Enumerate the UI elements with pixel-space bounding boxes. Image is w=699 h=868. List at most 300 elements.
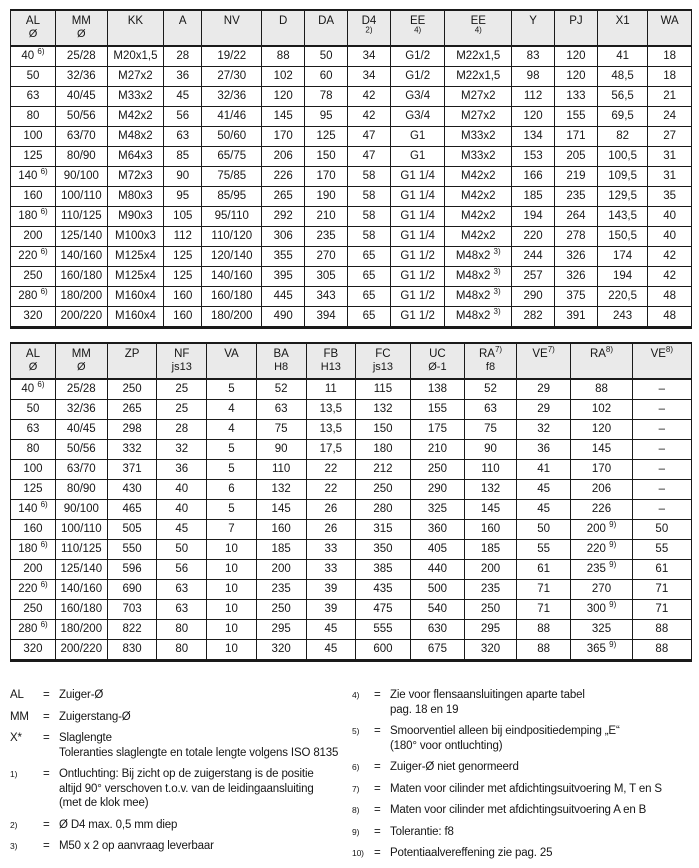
column-header-label: D (279, 15, 288, 27)
table-cell: 320 (11, 307, 56, 328)
footnote-ref: 8) (665, 345, 674, 355)
table-cell: M125x4 (107, 267, 164, 287)
column-header-label: FC (375, 348, 391, 360)
table-cell: 140 $^{6)}$ (11, 500, 56, 520)
table-cell: 50 (632, 520, 691, 540)
equals-sign: = (374, 761, 381, 773)
column-header (107, 343, 157, 379)
table-cell: 365 $^{9)}$ (571, 640, 632, 661)
table-cell: 22 (306, 480, 356, 500)
table-cell: 80 (11, 107, 56, 127)
table-cell: 110/125 (55, 207, 107, 227)
table-cell: 40 (157, 500, 207, 520)
table-cell: 10 (207, 600, 257, 620)
table-cell: 132 (356, 400, 410, 420)
table-cell: 160 (11, 187, 56, 207)
table-cell: 200 $^{9)}$ (571, 520, 632, 540)
table-cell: M42x2 (445, 207, 512, 227)
table-cell: 166 (512, 167, 555, 187)
table-cell: 61 (632, 560, 691, 580)
footnote-ref: 6) (40, 540, 48, 550)
table-cell: 31 (648, 167, 692, 187)
footnote-item (10, 688, 352, 703)
footnote-ref: 3) (493, 307, 501, 317)
table-cell: 83 (512, 46, 555, 67)
table-cell: 125 (164, 247, 202, 267)
table-cell: 125 (11, 147, 56, 167)
table-cell: 125 (164, 267, 202, 287)
table-cell: 270 (305, 247, 348, 267)
column-header (164, 10, 202, 46)
footnote-ref: 6) (40, 207, 48, 217)
equals-sign: = (374, 725, 381, 737)
column-header-sublabel: Ø (77, 28, 86, 40)
equals-sign: = (43, 768, 50, 780)
table-cell: 505 (107, 520, 157, 540)
table-row (11, 400, 692, 420)
table-cell: 63 (11, 420, 56, 440)
table-cell: 445 (262, 287, 305, 307)
table-row (11, 620, 692, 640)
table-cell: 10 (207, 640, 257, 661)
table-cell: 32 (516, 420, 570, 440)
footnote-item (352, 782, 692, 797)
table-cell: 170 (262, 127, 305, 147)
table-cell: 105 (164, 207, 202, 227)
table-cell: 50 (305, 46, 348, 67)
footnote-item (352, 825, 692, 840)
column-header (11, 343, 56, 379)
table-row (11, 187, 692, 207)
cylinder-dimensions-table-1 (10, 9, 692, 329)
table-cell: 125 (11, 480, 56, 500)
column-header (11, 10, 56, 46)
table-cell: 13,5 (306, 420, 356, 440)
table-cell: 250 (465, 600, 517, 620)
table-cell: 200 (11, 560, 56, 580)
table-cell: 24 (648, 107, 692, 127)
footnote-marker: 4) (352, 690, 360, 700)
table-cell: 315 (356, 520, 410, 540)
table-cell: 630 (410, 620, 464, 640)
table-cell: G1 1/4 (390, 207, 444, 227)
footnote-ref: 4) (414, 25, 422, 35)
table-cell: – (632, 440, 691, 460)
table-cell: 45 (306, 620, 356, 640)
table-cell: 220 (512, 227, 555, 247)
table-cell: 305 (305, 267, 348, 287)
table-cell: 71 (632, 600, 691, 620)
table-cell: 31 (648, 147, 692, 167)
table-cell: 13,5 (306, 400, 356, 420)
table-cell: 65/75 (202, 147, 262, 167)
footnote-text: Potentiaalvereffening zie pag. 25 (390, 847, 553, 859)
table-cell: 596 (107, 560, 157, 580)
footnote-text: Smoorventiel alleen bij eindpositiedemping „E“ (180° voor ontluchting) (390, 725, 620, 752)
table-cell: 355 (262, 247, 305, 267)
table-cell: 226 (262, 167, 305, 187)
table-cell: – (632, 400, 691, 420)
table-cell: 326 (555, 267, 598, 287)
column-header-label: KK (127, 15, 144, 27)
table-cell: 42 (648, 247, 692, 267)
footnote-item (352, 846, 692, 861)
equals-sign: = (374, 847, 381, 859)
table-cell: 320 (465, 640, 517, 661)
table-cell: 26 (306, 520, 356, 540)
column-header (571, 343, 632, 379)
footnote-item (352, 760, 692, 775)
table-cell: 200/220 (55, 307, 107, 328)
table-cell: 350 (356, 540, 410, 560)
table-row (11, 500, 692, 520)
table-cell: 32/36 (55, 400, 107, 420)
footnote-ref: 6) (37, 380, 45, 390)
table-row (11, 307, 692, 328)
table-cell: 280 $^{6)}$ (11, 287, 56, 307)
column-header-label: ZP (124, 348, 140, 360)
table-cell: 50 (157, 540, 207, 560)
table-cell: 50/56 (55, 440, 107, 460)
table-cell: 306 (262, 227, 305, 247)
table-row (11, 87, 692, 107)
table-cell: 40 (648, 227, 692, 247)
table-cell: 185 (512, 187, 555, 207)
table-cell: 250 (410, 460, 464, 480)
footnote-text: Zuigerstang-Ø (59, 710, 131, 723)
table-cell: 34 (348, 67, 391, 87)
table-cell: 26 (306, 500, 356, 520)
table-row (11, 379, 692, 400)
equals-sign: = (374, 689, 381, 701)
table-cell: 102 (571, 400, 632, 420)
table-cell: 200 (256, 560, 306, 580)
table-cell: 270 (571, 580, 632, 600)
table-cell: – (632, 420, 691, 440)
footnote-item (10, 839, 352, 854)
table-cell: 298 (107, 420, 157, 440)
table-cell: 47 (348, 127, 391, 147)
table-cell: 100 (11, 127, 56, 147)
column-header-sublabel: H8 (274, 361, 289, 373)
table-cell: 235 (555, 187, 598, 207)
column-header-label: NF (174, 348, 190, 360)
table-cell: 52 (256, 379, 306, 400)
table-cell: 50 (11, 67, 56, 87)
footnotes-column-left (10, 688, 352, 868)
table-cell: 125/140 (55, 227, 107, 247)
table-cell: 50 (516, 520, 570, 540)
table-cell: 690 (107, 580, 157, 600)
table-cell: 40 (157, 480, 207, 500)
table-cell: 395 (262, 267, 305, 287)
table-cell: 100,5 (597, 147, 647, 167)
column-header-label: RA$^{7)}$ (478, 345, 503, 360)
table-row (11, 440, 692, 460)
table-cell: 80 (157, 640, 207, 661)
table-cell: 132 (465, 480, 517, 500)
table-row (11, 227, 692, 247)
table-cell: G1 (390, 147, 444, 167)
table-cell: 219 (555, 167, 598, 187)
table-cell: 69,5 (597, 107, 647, 127)
table-row (11, 287, 692, 307)
table-cell: 5 (207, 440, 257, 460)
column-header (55, 343, 107, 379)
table-cell: G1 1/4 (390, 167, 444, 187)
table-cell: M100x3 (107, 227, 164, 247)
table-cell: 822 (107, 620, 157, 640)
table-cell: 343 (305, 287, 348, 307)
table-cell: 25/28 (55, 46, 107, 67)
column-header-sublabel (349, 25, 389, 40)
table-cell: 280 (356, 500, 410, 520)
table-cell: 212 (356, 460, 410, 480)
table-cell: 278 (555, 227, 598, 247)
table-cell: 10 (207, 540, 257, 560)
column-header-label: VA (224, 348, 239, 360)
table-cell: 332 (107, 440, 157, 460)
table-cell: 326 (555, 247, 598, 267)
column-header (356, 343, 410, 379)
header-row (11, 10, 692, 46)
table-row (11, 580, 692, 600)
table-cell: 80 (11, 440, 56, 460)
footnote-item (10, 767, 352, 811)
table-cell: 10 (207, 620, 257, 640)
table-cell: 85 (164, 147, 202, 167)
table-cell: 180 (356, 440, 410, 460)
table-cell: 435 (356, 580, 410, 600)
table-cell: 320 (256, 640, 306, 661)
column-header (390, 10, 444, 46)
table-cell: 160/180 (55, 600, 107, 620)
column-header-sublabel: H13 (320, 361, 341, 373)
table-cell: 300 $^{9)}$ (571, 600, 632, 620)
table-cell: 56 (157, 560, 207, 580)
table-cell: 39 (306, 600, 356, 620)
table-cell: 28 (164, 46, 202, 67)
column-header-sublabel (446, 25, 510, 40)
table-cell: 153 (512, 147, 555, 167)
table-cell: 95 (305, 107, 348, 127)
table-cell: 160/180 (55, 267, 107, 287)
table-cell: 371 (107, 460, 157, 480)
table-cell: 115 (356, 379, 410, 400)
table-cell: 170 (305, 167, 348, 187)
table-cell: 220 $^{6)}$ (11, 247, 56, 267)
column-header (632, 343, 691, 379)
table-cell: 155 (410, 400, 464, 420)
table-row (11, 460, 692, 480)
table-cell: 80 (157, 620, 207, 640)
table-cell: 206 (571, 480, 632, 500)
table-cell: M48x2 (107, 127, 164, 147)
footnote-ref: 9) (609, 540, 617, 550)
column-header (207, 343, 257, 379)
table-cell: 405 (410, 540, 464, 560)
footnote-marker: AL (10, 689, 24, 701)
table-cell: 41 (597, 46, 647, 67)
table-cell: 41 (516, 460, 570, 480)
table-cell: 145 (465, 500, 517, 520)
footnote-ref: 9) (609, 640, 617, 650)
footnote-item (352, 803, 692, 818)
column-header-sublabel: js13 (171, 361, 192, 373)
table-cell: 48,5 (597, 67, 647, 87)
column-header (262, 10, 305, 46)
table-cell: 110 (256, 460, 306, 480)
table-cell: 100/110 (55, 187, 107, 207)
table-cell: 235 (465, 580, 517, 600)
table-cell: 174 (597, 247, 647, 267)
table-cell: 71 (516, 580, 570, 600)
table-cell: 63 (256, 400, 306, 420)
column-header-label: PJ (569, 15, 583, 27)
table-cell: 18 (648, 46, 692, 67)
table-cell: 440 (410, 560, 464, 580)
table-cell: 36 (164, 67, 202, 87)
table-cell: 102 (262, 67, 305, 87)
footnotes-section (10, 688, 692, 868)
table-cell: 40/45 (55, 420, 107, 440)
table-cell: 5 (207, 460, 257, 480)
footnote-ref: 3) (493, 287, 501, 297)
column-header-label: MM (71, 348, 91, 360)
footnote-marker: 1) (10, 769, 18, 779)
table-cell: 375 (555, 287, 598, 307)
table-cell: 360 (410, 520, 464, 540)
table-cell: M27x2 (445, 87, 512, 107)
column-header (107, 10, 164, 46)
table-cell: 243 (597, 307, 647, 328)
table-cell: 180/200 (55, 620, 107, 640)
table-cell: 41/46 (202, 107, 262, 127)
table-cell: G3/4 (390, 107, 444, 127)
table-cell: 36 (157, 460, 207, 480)
column-header-sublabel: Ø (28, 361, 38, 373)
table-cell: 100 (11, 460, 56, 480)
table-cell: 42 (348, 87, 391, 107)
table-cell: 90 (256, 440, 306, 460)
footnote-marker: 3) (10, 841, 18, 851)
column-header-label: VE$^{7)}$ (532, 345, 555, 360)
table-cell: 32 (157, 440, 207, 460)
equals-sign: = (374, 804, 381, 816)
table-cell: 205 (555, 147, 598, 167)
column-header-label: DA (318, 15, 335, 27)
table-cell: G3/4 (390, 87, 444, 107)
table-cell: 88 (632, 620, 691, 640)
table-cell: 555 (356, 620, 410, 640)
table-cell: 210 (305, 207, 348, 227)
column-header (410, 343, 464, 379)
table-cell: 160/180 (202, 287, 262, 307)
table-row (11, 560, 692, 580)
table-cell: G1/2 (390, 46, 444, 67)
table-cell: 32/36 (55, 67, 107, 87)
table-cell: 88 (516, 640, 570, 661)
column-header-sublabel: Ø-1 (428, 361, 447, 373)
table-cell: 120 (262, 87, 305, 107)
table-cell: 88 (571, 379, 632, 400)
table-cell: 292 (262, 207, 305, 227)
table-cell: M22x1,5 (445, 46, 512, 67)
table-cell: 29 (516, 400, 570, 420)
table-cell: 140 $^{6)}$ (11, 167, 56, 187)
column-header (256, 343, 306, 379)
table-cell: 58 (348, 207, 391, 227)
table-cell: 703 (107, 600, 157, 620)
table-cell: 63 (157, 580, 207, 600)
table-cell: M80x3 (107, 187, 164, 207)
column-header (306, 343, 356, 379)
table-cell: 190 (305, 187, 348, 207)
table-cell: 325 (410, 500, 464, 520)
footnote-ref: 6) (40, 620, 48, 630)
column-header-label: D4 (361, 15, 377, 27)
table-cell: 112 (512, 87, 555, 107)
footnote-ref: 6) (40, 500, 48, 510)
table-row (11, 640, 692, 661)
column-header (445, 10, 512, 46)
table-cell: G1 1/2 (390, 307, 444, 328)
table-row (11, 520, 692, 540)
table-row (11, 107, 692, 127)
footnote-ref: 7) (547, 345, 555, 355)
table-cell: 4 (207, 420, 257, 440)
table-cell: 85/95 (202, 187, 262, 207)
table-cell: 19/22 (202, 46, 262, 67)
table-cell: 45 (157, 520, 207, 540)
table-cell: 210 (410, 440, 464, 460)
table-cell: 500 (410, 580, 464, 600)
table-cell: 11 (306, 379, 356, 400)
table-cell: 295 (465, 620, 517, 640)
column-header-label: EE (409, 15, 426, 27)
table-cell: 140/160 (55, 580, 107, 600)
table-cell: 465 (107, 500, 157, 520)
table-cell: M125x4 (107, 247, 164, 267)
column-header (348, 10, 391, 46)
header-row (11, 343, 692, 379)
column-header (648, 10, 692, 46)
table-cell: 171 (555, 127, 598, 147)
table-cell: 180/200 (55, 287, 107, 307)
footnote-text: Tolerantie: f8 (390, 825, 454, 838)
table-cell: 18 (648, 67, 692, 87)
table-cell: 385 (356, 560, 410, 580)
table-cell: 194 (512, 207, 555, 227)
footnote-ref: 6) (40, 247, 48, 257)
table-cell: 90/100 (55, 500, 107, 520)
footnote-ref: 6) (40, 287, 48, 297)
table-cell: 160 (256, 520, 306, 540)
table-cell: G1 1/2 (390, 287, 444, 307)
table-row (11, 540, 692, 560)
cylinder-dimensions-table-2 (10, 342, 692, 662)
table-cell: 90 (164, 167, 202, 187)
table-cell: M160x4 (107, 307, 164, 328)
table-cell: 250 (11, 267, 56, 287)
table-cell: 250 (107, 379, 157, 400)
footnote-marker: 7) (352, 783, 360, 794)
table-cell: 5 (207, 379, 257, 400)
footnote-ref: 7) (494, 345, 503, 355)
table-cell: 235 (256, 580, 306, 600)
table-cell: G1 (390, 127, 444, 147)
table-cell: 120 (512, 107, 555, 127)
